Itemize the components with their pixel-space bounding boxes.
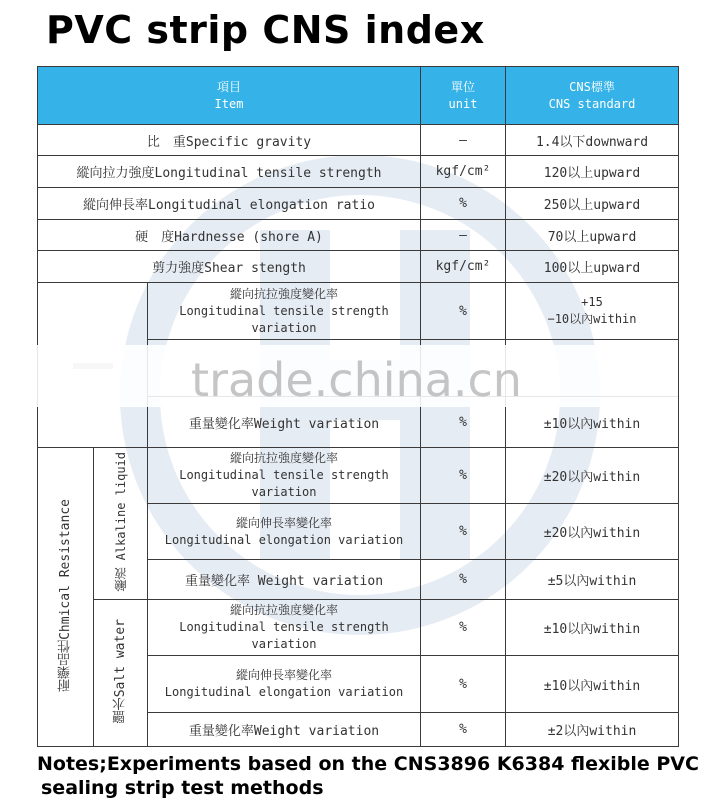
row-standard: ±5以內within — [506, 560, 679, 600]
row-standard: 120以上upward — [506, 156, 679, 188]
row-unit: % — [421, 188, 506, 220]
row-unit: — — [421, 125, 506, 156]
table-row — [38, 156, 679, 188]
row-item — [148, 448, 421, 504]
table-row — [38, 283, 679, 340]
header-item-en: Item — [214, 96, 244, 111]
row-item: 剪力強度Shear stength — [38, 251, 421, 283]
page-title: PVC strip CNS index — [46, 8, 485, 52]
header-unit-en: unit — [448, 96, 478, 111]
row-unit: kgf/cm² — [421, 251, 506, 283]
row-unit: % — [421, 560, 506, 600]
notes-line2: sealing strip test methods — [41, 777, 324, 799]
row-item — [148, 600, 421, 656]
row-standard: 100以上upward — [506, 251, 679, 283]
header-unit — [421, 67, 506, 125]
watermark-text: trade.china.cn — [191, 353, 522, 407]
row-unit: kgf/cm² — [421, 156, 506, 188]
row-unit: % — [421, 397, 506, 448]
row-item — [148, 504, 421, 560]
row-item: 縱向拉力強度Longitudinal tensile strength — [38, 156, 421, 188]
header-unit-zh: 單位 — [450, 79, 475, 94]
row-unit: — — [421, 220, 506, 251]
row-standard: ±2以內within — [506, 713, 679, 747]
table-row — [38, 220, 679, 251]
table-row — [38, 251, 679, 283]
notes-line1: Notes;Experiments based on the CNS3896 K6384 flexible PVC — [37, 753, 699, 775]
row-standard: 70以上upward — [506, 220, 679, 251]
row-item-en: Longitudinal elongation variation — [164, 532, 404, 547]
row-item-zh: 縱向抗拉強度變化率 — [229, 451, 338, 465]
header-standard — [506, 67, 679, 125]
row-item — [148, 283, 421, 340]
row-standard: ±20以內within — [506, 504, 679, 560]
row-standard-line2: −10以內within — [547, 312, 637, 326]
row-unit: % — [421, 283, 506, 340]
notes — [37, 752, 707, 800]
row-item-zh: 縱向伸長率變化率 — [235, 668, 332, 682]
row-item-en: Longitudinal tensile strength variation — [179, 303, 389, 335]
table-row — [38, 448, 679, 504]
salt-water-label: 鹽水Salt water — [94, 600, 148, 747]
row-item-en: Longitudinal elongation variation — [164, 685, 404, 699]
row-item — [148, 656, 421, 713]
row-item: 硬 度Hardnesse (shore A) — [38, 220, 421, 251]
row-unit: % — [421, 448, 506, 504]
row-standard: ±20以內within — [506, 448, 679, 504]
header-item — [38, 67, 421, 125]
table-header-row — [38, 67, 679, 125]
table-row — [38, 600, 679, 656]
row-unit: % — [421, 656, 506, 713]
header-std-zh: CNS標準 — [569, 79, 615, 94]
table-row — [38, 125, 679, 156]
row-item: 縱向伸長率Longitudinal elongation ratio — [38, 188, 421, 220]
row-item: 比 重Specific gravity — [38, 125, 421, 156]
row-item-zh: 縱向伸長率變化率 — [235, 515, 332, 530]
row-item: 重量變化率Weight variation — [148, 713, 421, 747]
table-row — [38, 188, 679, 220]
row-item-en: Longitudinal tensile strength variation — [179, 620, 389, 651]
row-standard-line1: +15 — [581, 295, 603, 309]
row-standard: ±10以內within — [506, 600, 679, 656]
chemical-resistance-label: 耐藥品性Chmical Resistance — [38, 448, 94, 747]
row-item: 重量變化率Weight variation — [148, 397, 421, 448]
row-item: 重量變化率 Weight variation — [148, 560, 421, 600]
row-item-en: Longitudinal tensile strength variation — [179, 468, 389, 499]
row-standard: ±10以內within — [506, 656, 679, 713]
row-item-zh: 縱向抗拉強度變化率 — [229, 286, 338, 301]
row-unit: % — [421, 600, 506, 656]
row-item-zh: 縱向抗拉強度變化率 — [229, 603, 338, 617]
header-std-en: CNS standard — [548, 96, 636, 111]
row-unit: % — [421, 713, 506, 747]
row-unit: % — [421, 504, 506, 560]
alkaline-label: 鹼液 Alkaline liquid — [94, 448, 148, 600]
row-standard: ±10以內within — [506, 397, 679, 448]
row-standard — [506, 283, 679, 340]
header-item-zh: 項目 — [216, 79, 241, 94]
row-standard: 1.4以下downward — [506, 125, 679, 156]
row-standard: 250以上upward — [506, 188, 679, 220]
